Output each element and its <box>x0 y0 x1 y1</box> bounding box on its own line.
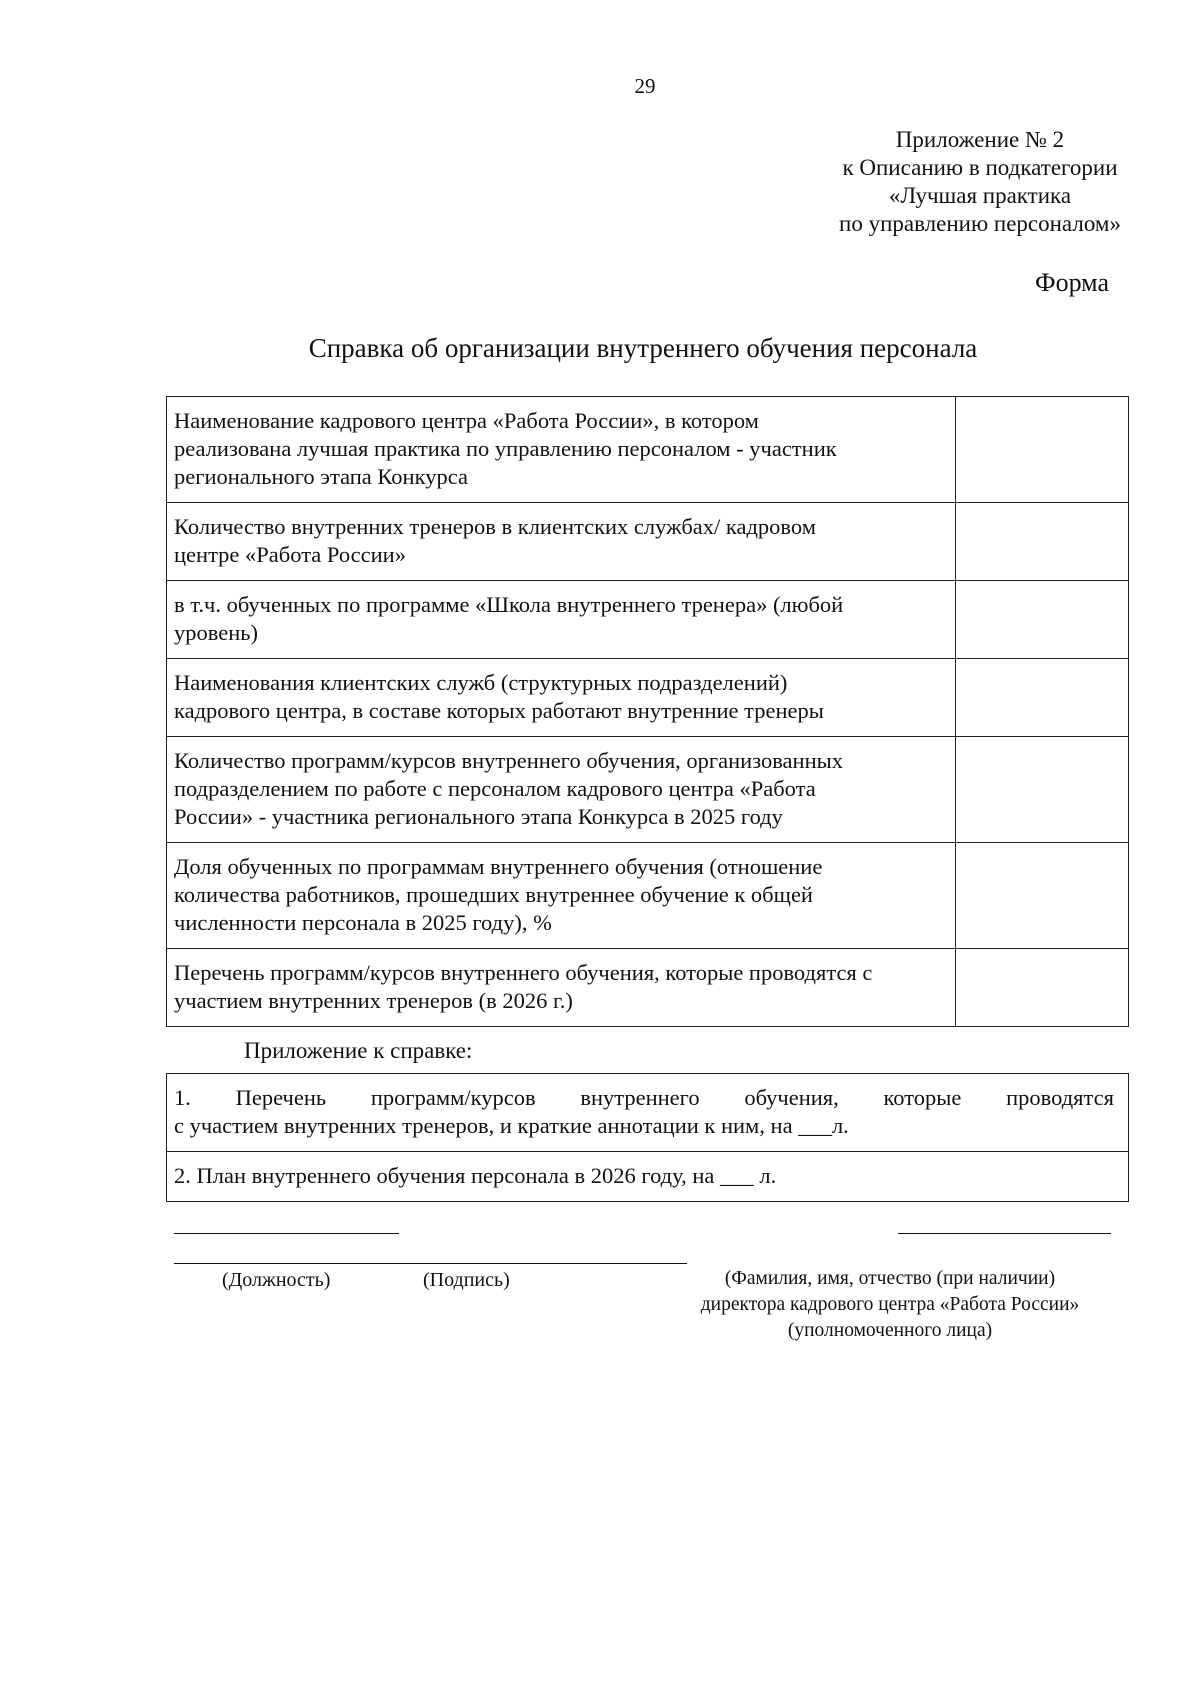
row-label-line: Наименования клиентских служб (структурных подразделений) <box>174 670 788 695</box>
row-value-cell[interactable] <box>956 949 1129 1027</box>
row-label <box>167 581 956 659</box>
word: которые <box>883 1085 962 1110</box>
row-label-line: центре «Работа России» <box>174 542 406 567</box>
row-label-line: Доля обученных по программам внутреннего обучения (отношение <box>174 854 823 879</box>
signature-line-short <box>174 1233 399 1234</box>
row-label-line: Наименование кадрового центра «Работа России», в котором <box>174 408 759 433</box>
row-value-cell[interactable] <box>956 581 1129 659</box>
table-row <box>167 503 1129 581</box>
row-label-line: количества работников, прошедших внутреннее обучение к общей <box>174 882 813 907</box>
page-number: 29 <box>634 74 656 98</box>
appendix-row <box>167 1152 1129 1202</box>
row-value-cell[interactable] <box>956 737 1129 843</box>
table-row <box>167 581 1129 659</box>
row-label-line: Количество внутренних тренеров в клиентских службах/ кадровом <box>174 514 816 539</box>
word: программ/курсов <box>370 1085 536 1110</box>
fio-caption <box>690 1266 1090 1344</box>
row-label-line: подразделением по работе с персоналом кадрового центра «Работа <box>174 776 816 801</box>
table-row <box>167 843 1129 949</box>
row-label-line: регионального этапа Конкурса <box>174 464 468 489</box>
fio-line: (уполномоченного лица) <box>787 1320 993 1341</box>
appendix-item-1-line-1 <box>174 1084 1114 1112</box>
appendix-item-2: 2. План внутреннего обучения персонала в 2026 году, на ___ л. <box>167 1152 1129 1202</box>
row-label <box>167 843 956 949</box>
table-row <box>167 659 1129 737</box>
word: внутреннего <box>580 1085 700 1110</box>
row-label <box>167 949 956 1027</box>
fio-line: (Фамилия, имя, отчество (при наличии) <box>724 1268 1056 1289</box>
annex-header <box>770 126 1190 238</box>
row-label <box>167 737 956 843</box>
row-value-cell[interactable] <box>956 397 1129 503</box>
word: Перечень <box>235 1085 327 1110</box>
form-label: Форма <box>1035 268 1109 297</box>
row-label-line: Перечень программ/курсов внутреннего обучения, которые проводятся с <box>174 960 873 985</box>
table-row <box>167 737 1129 843</box>
row-value-cell[interactable] <box>956 843 1129 949</box>
signature-line-long <box>174 1263 687 1264</box>
signature-label: (Подпись) <box>423 1269 510 1291</box>
annex-line: «Лучшая практика <box>888 183 1072 208</box>
appendix-row <box>167 1074 1129 1152</box>
annex-line: к Описанию в подкатегории <box>842 155 1118 180</box>
row-label-line: участием внутренних тренеров (в 2026 г.) <box>174 988 573 1013</box>
row-label-line: уровень) <box>174 620 259 645</box>
table-row <box>167 949 1129 1027</box>
row-label <box>167 659 956 737</box>
row-label-line: России» - участника регионального этапа Конкурса в 2025 году <box>174 804 783 829</box>
word: 1. <box>174 1085 191 1110</box>
signature-line-right <box>898 1233 1111 1234</box>
appendix-table <box>166 1073 1129 1202</box>
row-label-line: реализована лучшая практика по управлению персоналом - участник <box>174 436 837 461</box>
row-label-line: кадрового центра, в составе которых работают внутренние тренеры <box>174 698 824 723</box>
appendix-item-1 <box>167 1074 1129 1152</box>
row-label <box>167 503 956 581</box>
appendix-heading: Приложение к справке: <box>244 1038 473 1063</box>
appendix-item-1-line-2: с участием внутренних тренеров, и краткие аннотации к ним, на ___л. <box>174 1113 849 1138</box>
position-label: (Должность) <box>222 1269 331 1291</box>
row-label-line: численности персонала в 2025 году), % <box>174 910 552 935</box>
row-label-line: Количество программ/курсов внутреннего обучения, организованных <box>174 748 843 773</box>
fio-line: директора кадрового центра «Работа России» <box>700 1294 1080 1315</box>
row-label <box>167 397 956 503</box>
annex-line: Приложение № 2 <box>895 127 1065 152</box>
info-table <box>166 396 1129 1027</box>
word: обучения, <box>744 1085 839 1110</box>
annex-line: по управлению персоналом» <box>839 211 1121 236</box>
row-value-cell[interactable] <box>956 503 1129 581</box>
document-title: Справка об организации внутреннего обучения персонала <box>308 333 978 363</box>
row-label-line: в т.ч. обученных по программе «Школа внутреннего тренера» (любой <box>174 592 844 617</box>
table-row <box>167 397 1129 503</box>
word: проводятся <box>1006 1085 1114 1110</box>
row-value-cell[interactable] <box>956 659 1129 737</box>
